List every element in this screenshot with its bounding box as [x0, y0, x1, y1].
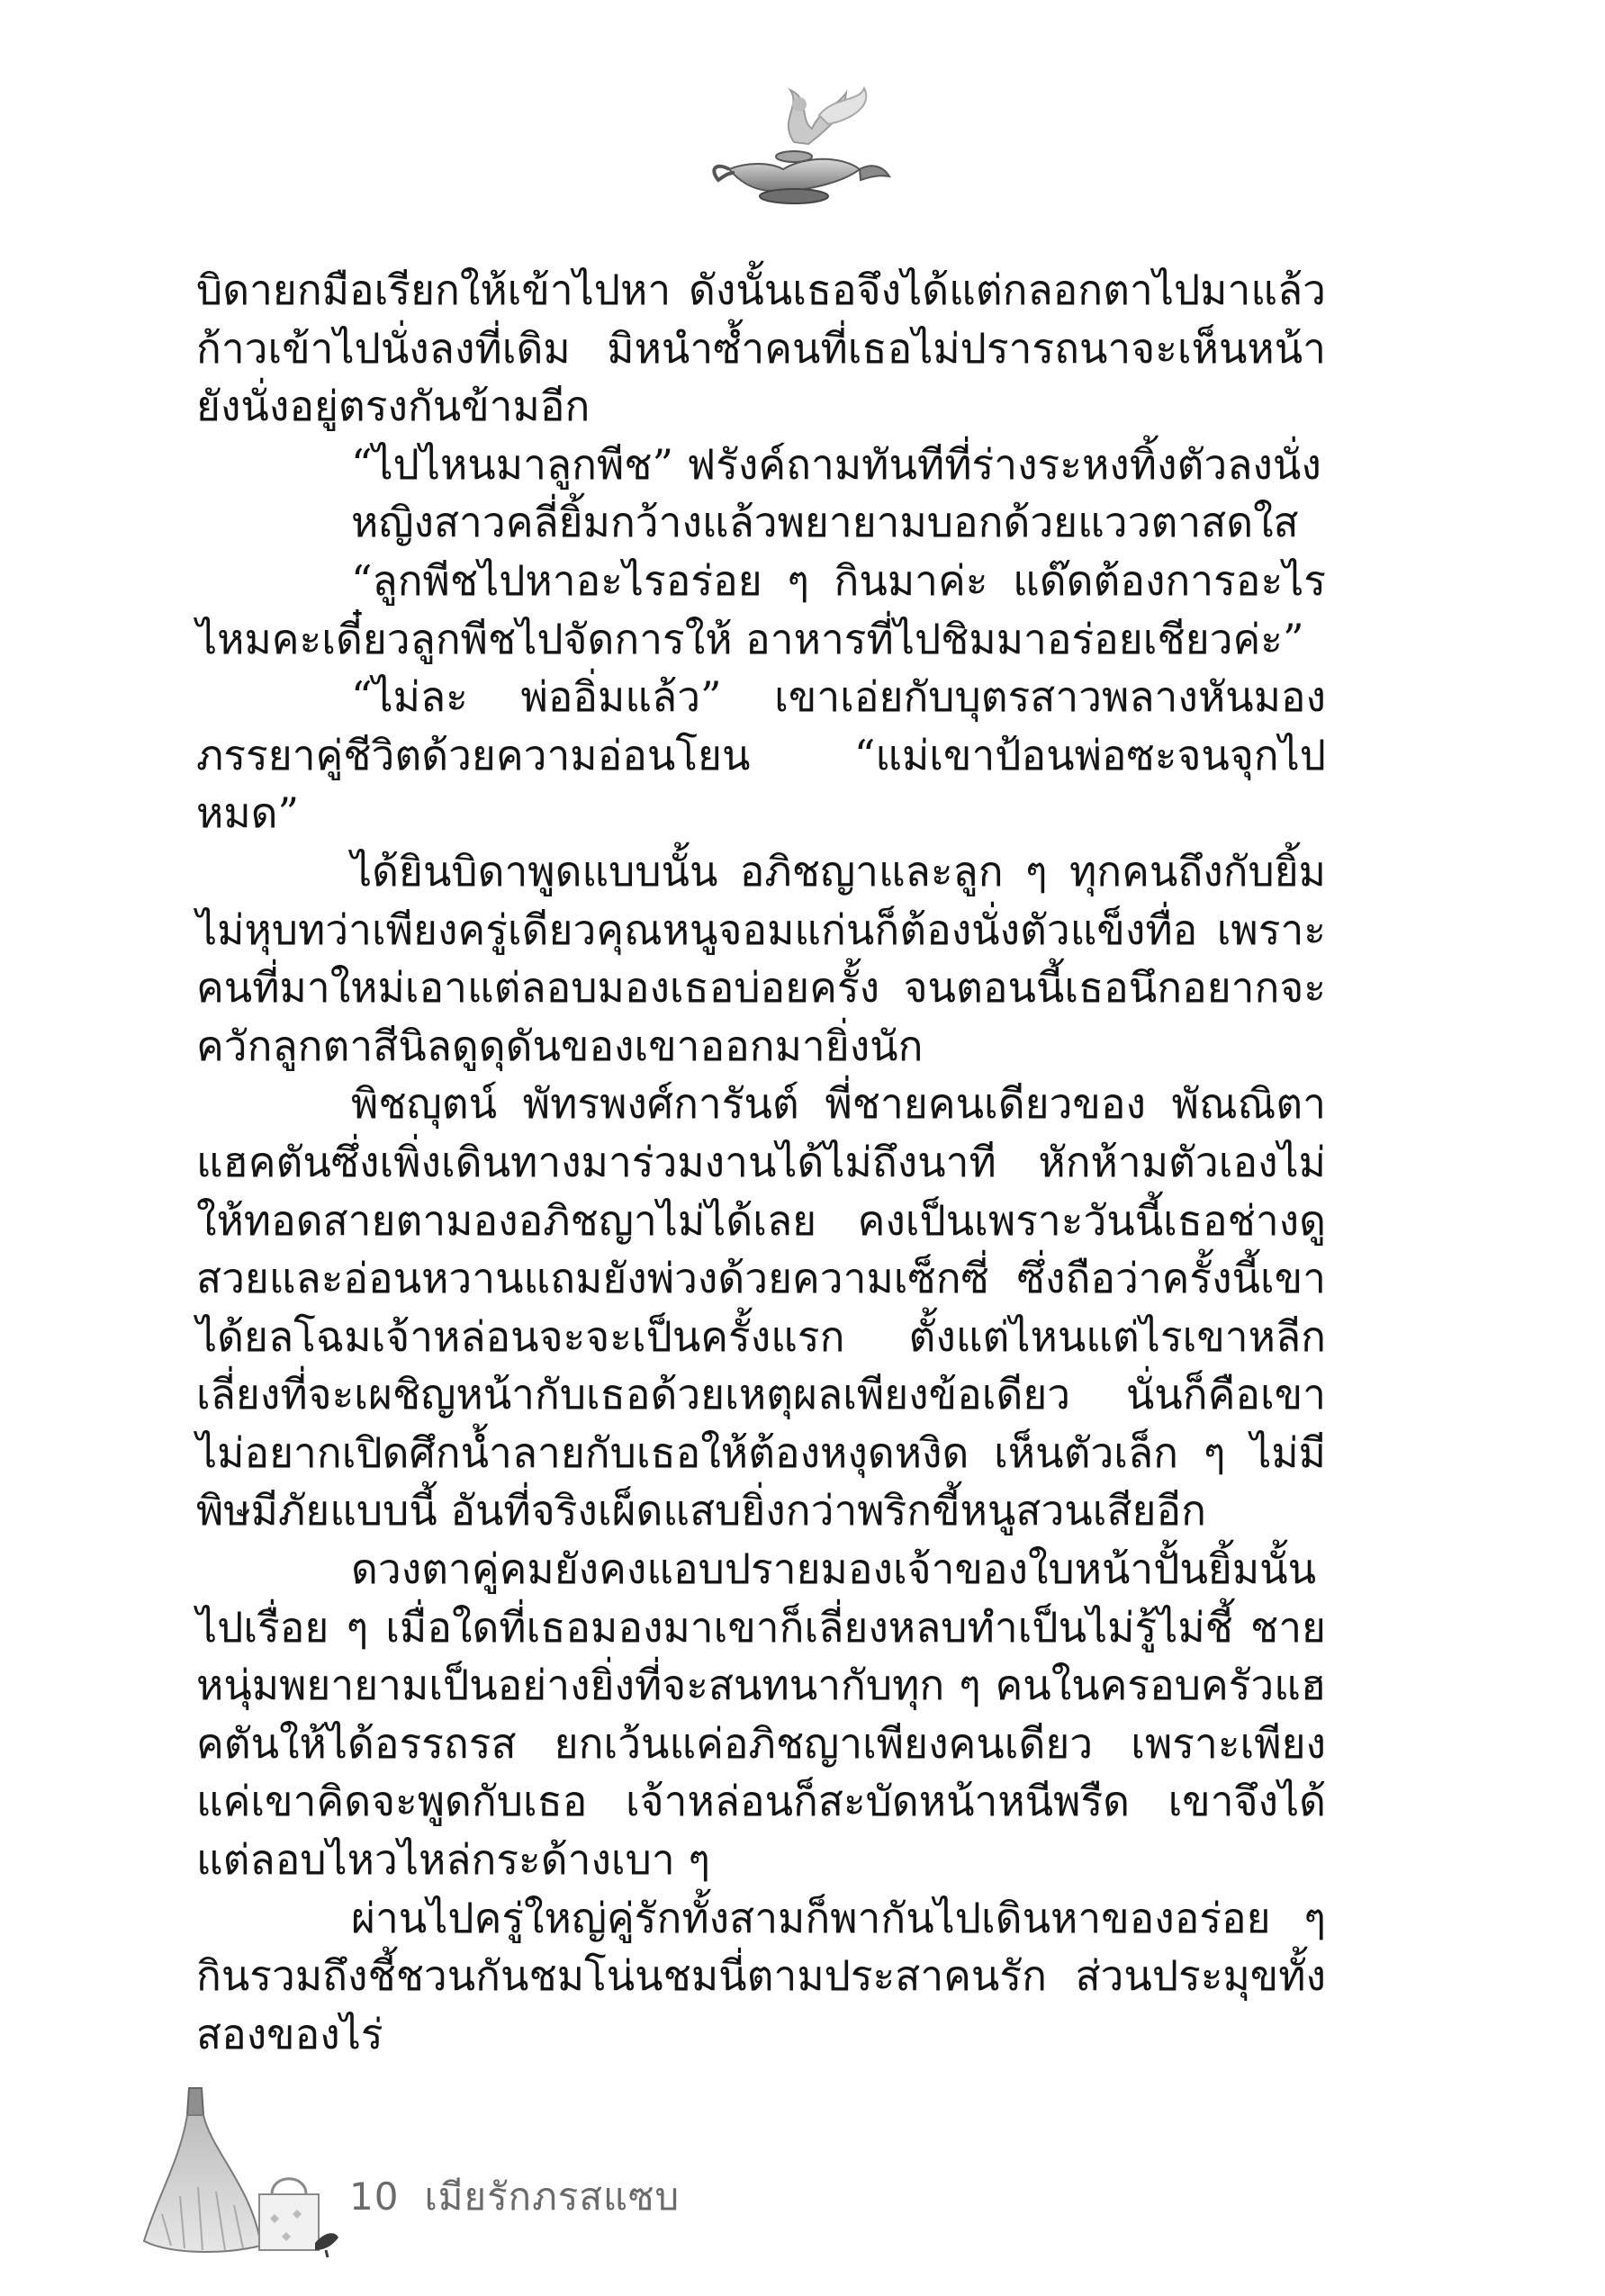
- paragraph: “ไม่ละ พ่ออิ่มแล้ว” เขาเอ่ยกับบุตรสาวพลางหันมองภรรยาคู่ชีวิตด้วยความอ่อนโยน “แม่เขาป้อนพ่อซะจนจุกไปหมด”: [196, 672, 1326, 838]
- paragraph: ได้ยินบิดาพูดแบบนั้น อภิชญาและลูก ๆ ทุกคนถึงกับยิ้มไม่หุบทว่าเพียงครู่เดียวคุณหนูจอมแก่นก็ต้องนั่งตัวแข็งทื่อ เพราะคนที่มาใหม่เอาแต่ลอบมองเธอบ่อยครั้ง จนตอนนี้เธอนึกอยากจะควักลูกตาสีนิลดูดุดันของเขาออกมายิ่งนัก: [196, 846, 1326, 1070]
- paragraph: บิดายกมือเรียกให้เข้าไปหา ดังนั้นเธอจึงได้แต่กลอกตาไปมาแล้วก้าวเข้าไปนั่งลงที่เดิม มิหนำซ้ำคนที่เธอไม่ปรารถนาจะเห็นหน้ายังนั่งอยู่ตรงกันข้ามอีก: [196, 266, 1326, 431]
- book-title: เมียรักภรสแซบ: [424, 2174, 681, 2219]
- magic-lamp-ornament-icon: [693, 79, 900, 214]
- paragraph: พิชญุตน์ พัทรพงศ์การันต์ พี่ชายคนเดียวของ พัณณิตา แฮคตันซึ่งเพิ่งเดินทางมาร่วมงานได้ไม่ถึงนาที หักห้ามตัวเองไม่ให้ทอดสายตามองอภิชญาไม่ได้เลย คงเป็นเพราะวันนี้เธอช่างดูสวยและอ่อนหวานแถมยังพ่วงด้วยความเซ็กซี่ ซึ่งถือว่าครั้งนี้เขาได้ยลโฉมเจ้าหล่อนจะจะเป็นครั้งแรก ตั้งแต่ไหนแต่ไรเขาหลีกเลี่ยงที่จะเผชิญหน้ากับเธอด้วยเหตุผลเพียงข้อเดียว นั่นก็คือเขาไม่อยากเปิดศึกน้ำลายกับเธอให้ต้องหงุดหงิด เห็นตัวเล็ก ๆ ไม่มีพิษมีภัยแบบนี้ อันที่จริงเผ็ดแสบยิ่งกว่าพริกขี้หนูสวนเสียอีก: [196, 1079, 1326, 1535]
- paragraph: ดวงตาคู่คมยังคงแอบปรายมองเจ้าของใบหน้าปั้นยิ้มนั้นไปเรื่อย ๆ เมื่อใดที่เธอมองมาเขาก็เลี่ยงหลบทำเป็นไม่รู้ไม่ชี้ ชายหนุ่มพยายามเป็นอย่างยิ่งที่จะสนทนากับทุก ๆ คนในครอบครัวแฮคตันให้ได้อรรถรส ยกเว้นแค่อภิชญาเพียงคนเดียว เพราะเพียงแค่เขาคิดจะพูดกับเธอ เจ้าหล่อนก็สะบัดหน้าหนีพรืด เขาจึงได้แต่ลอบไหวไหล่กระด้างเบา ๆ: [196, 1544, 1326, 1885]
- page-body: [196, 261, 1326, 2063]
- paragraph: “ไปไหนมาลูกพีช” ฟรังค์ถามทันทีที่ร่างระหงทิ้งตัวลงนั่ง: [351, 439, 1321, 489]
- dress-and-shopping-bag-ornament-icon: [135, 2079, 342, 2259]
- paragraph: “ลูกพีชไปหาอะไรอร่อย ๆ กินมาค่ะ แด๊ดต้องการอะไรไหมคะเดี๋ยวลูกพีชไปจัดการให้ อาหารที่ไปชิมมาอร่อยเชียวค่ะ”: [196, 555, 1326, 663]
- paragraph: หญิงสาวคลี่ยิ้มกว้างแล้วพยายามบอกด้วยแววตาสดใส: [351, 498, 1299, 547]
- paragraph: ผ่านไปครู่ใหญ่คู่รักทั้งสามก็พากันไปเดินหาของอร่อย ๆ กินรวมถึงชี้ชวนกันชมโน่นชมนี่ตามประสาคนรัก ส่วนประมุขทั้งสองของไร่: [196, 1893, 1326, 2058]
- page-number: 10: [349, 2174, 400, 2219]
- page-footer: [349, 2167, 705, 2227]
